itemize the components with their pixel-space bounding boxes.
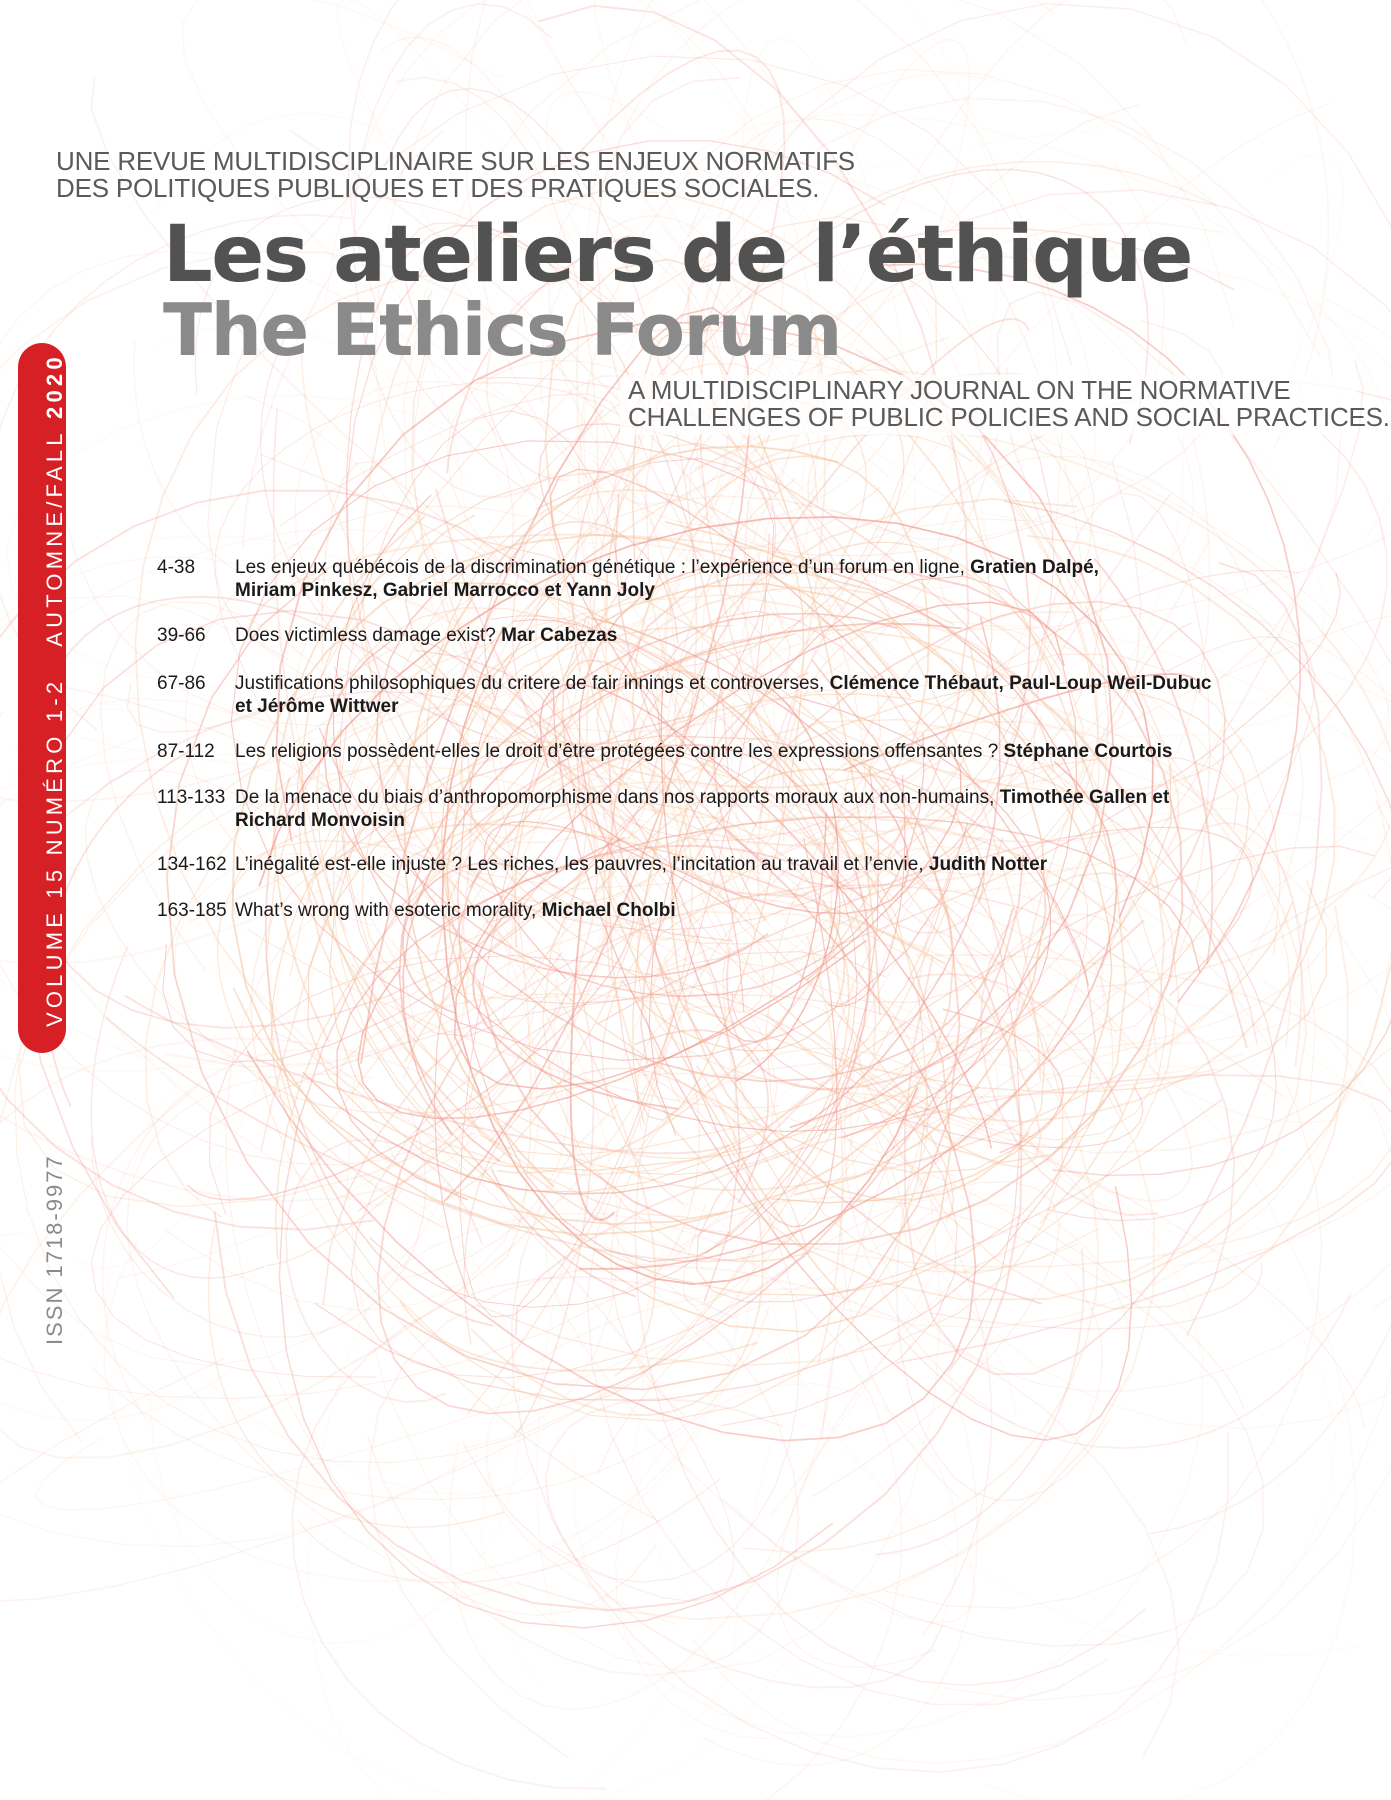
toc-body [235, 899, 1287, 922]
issue-volume: VOLUME 15 NUMÉRO 1-2 [42, 677, 67, 1027]
issn-number: ISSN 1718-9977 [42, 1154, 67, 1345]
toc-pages: 4-38 [157, 557, 196, 578]
scribble-stroke [0, 905, 777, 1399]
english-tagline-line-1: A MULTIDISCIPLINARY JOURNAL ON THE NORMATIVE [628, 375, 1291, 405]
journal-title-english: The Ethics Forum [163, 288, 841, 372]
toc-article-title: L’inégalité est-elle injuste ? Les riches, les pauvres, l’incitation au travail et l’envie, [235, 854, 929, 875]
toc-entry [157, 899, 1287, 922]
toc-author: Michael Cholbi [541, 900, 676, 921]
journal-title-french: Les ateliers de l’éthique [163, 210, 1192, 300]
french-tagline-line-1: UNE REVUE MULTIDISCIPLINAIRE SUR LES ENJEUX NORMATIFS [56, 146, 855, 176]
toc-author: Judith Notter [928, 854, 1048, 875]
scribble-stroke [175, 854, 324, 1082]
scribble-stroke [0, 1062, 26, 1235]
toc-article-title: What’s wrong with esoteric morality, [235, 900, 542, 921]
scribble-stroke [0, 957, 674, 1458]
english-tagline [620, 375, 1390, 435]
toc-body [235, 556, 1287, 602]
toc-article-title: De la menace du biais d’anthropomorphisme dans nos rapports moraux aux non-humains, [235, 787, 1000, 808]
toc-author: Clémence Thébaut, Paul-Loup Weil-Dubuc [829, 673, 1212, 694]
issue-season: AUTOMNE/FALL [42, 429, 67, 647]
french-tagline [56, 146, 855, 203]
scribble-stroke [251, 837, 660, 1522]
toc-entry [157, 786, 1287, 832]
scribble-stroke [63, 355, 513, 725]
toc-body [235, 672, 1287, 718]
issue-year: 2020 [42, 353, 67, 419]
toc-pages: 67-86 [157, 673, 206, 694]
french-tagline-line-2: DES POLITIQUES PUBLIQUES ET DES PRATIQUES SOCIALES. [56, 173, 820, 203]
toc-author: Timothée Gallen et [999, 787, 1170, 808]
scribble-stroke [864, 1115, 992, 1635]
toc-body [235, 853, 1287, 876]
toc-pages: 113-133 [157, 787, 226, 808]
scribble-stroke [286, 1139, 483, 1402]
toc-author-continued: Miriam Pinkesz, Gabriel Marrocco et Yann Joly [235, 580, 655, 601]
toc-pages: 87-112 [157, 741, 215, 762]
issue-label [42, 353, 68, 1027]
scribble-stroke [449, 1367, 833, 1710]
toc-article-title: Justifications philosophiques du critere de fair innings et controverses, [235, 673, 830, 694]
toc-entry [157, 672, 1287, 718]
toc-body [235, 624, 1287, 647]
toc-pages: 39-66 [157, 625, 206, 646]
scribble-stroke [382, 1213, 902, 1800]
toc-pages: 163-185 [157, 900, 227, 921]
toc-body [235, 740, 1287, 763]
toc-body [235, 786, 1287, 832]
english-tagline-line-2: CHALLENGES OF PUBLIC POLICIES AND SOCIAL PRACTICES. [628, 402, 1390, 432]
toc-entry [157, 853, 1287, 876]
toc-article-title: Les religions possèdent-elles le droit d’être protégées contre les expressions offensantes ? [235, 741, 1004, 762]
toc-author: Mar Cabezas [501, 625, 618, 646]
scribble-stroke [77, 965, 279, 1268]
toc-author: Gratien Dalpé, [970, 557, 1099, 578]
toc-pages: 134-162 [157, 854, 227, 875]
toc-entry [157, 740, 1287, 763]
toc-entry [157, 624, 1287, 647]
scribble-stroke [1265, 154, 1344, 382]
toc-author-continued: et Jérôme Wittwer [235, 696, 399, 717]
toc-entry [157, 556, 1287, 602]
scribble-stroke [624, 0, 1054, 132]
toc-article-title: Les enjeux québécois de la discrimination génétique : l’expérience d’un forum en ligne, [235, 557, 971, 578]
toc-author: Stéphane Courtois [1003, 741, 1173, 762]
scribble-stroke [63, 687, 567, 1281]
toc-article-title: Does victimless damage exist? [235, 625, 502, 646]
toc-author-continued: Richard Monvoisin [235, 810, 405, 831]
